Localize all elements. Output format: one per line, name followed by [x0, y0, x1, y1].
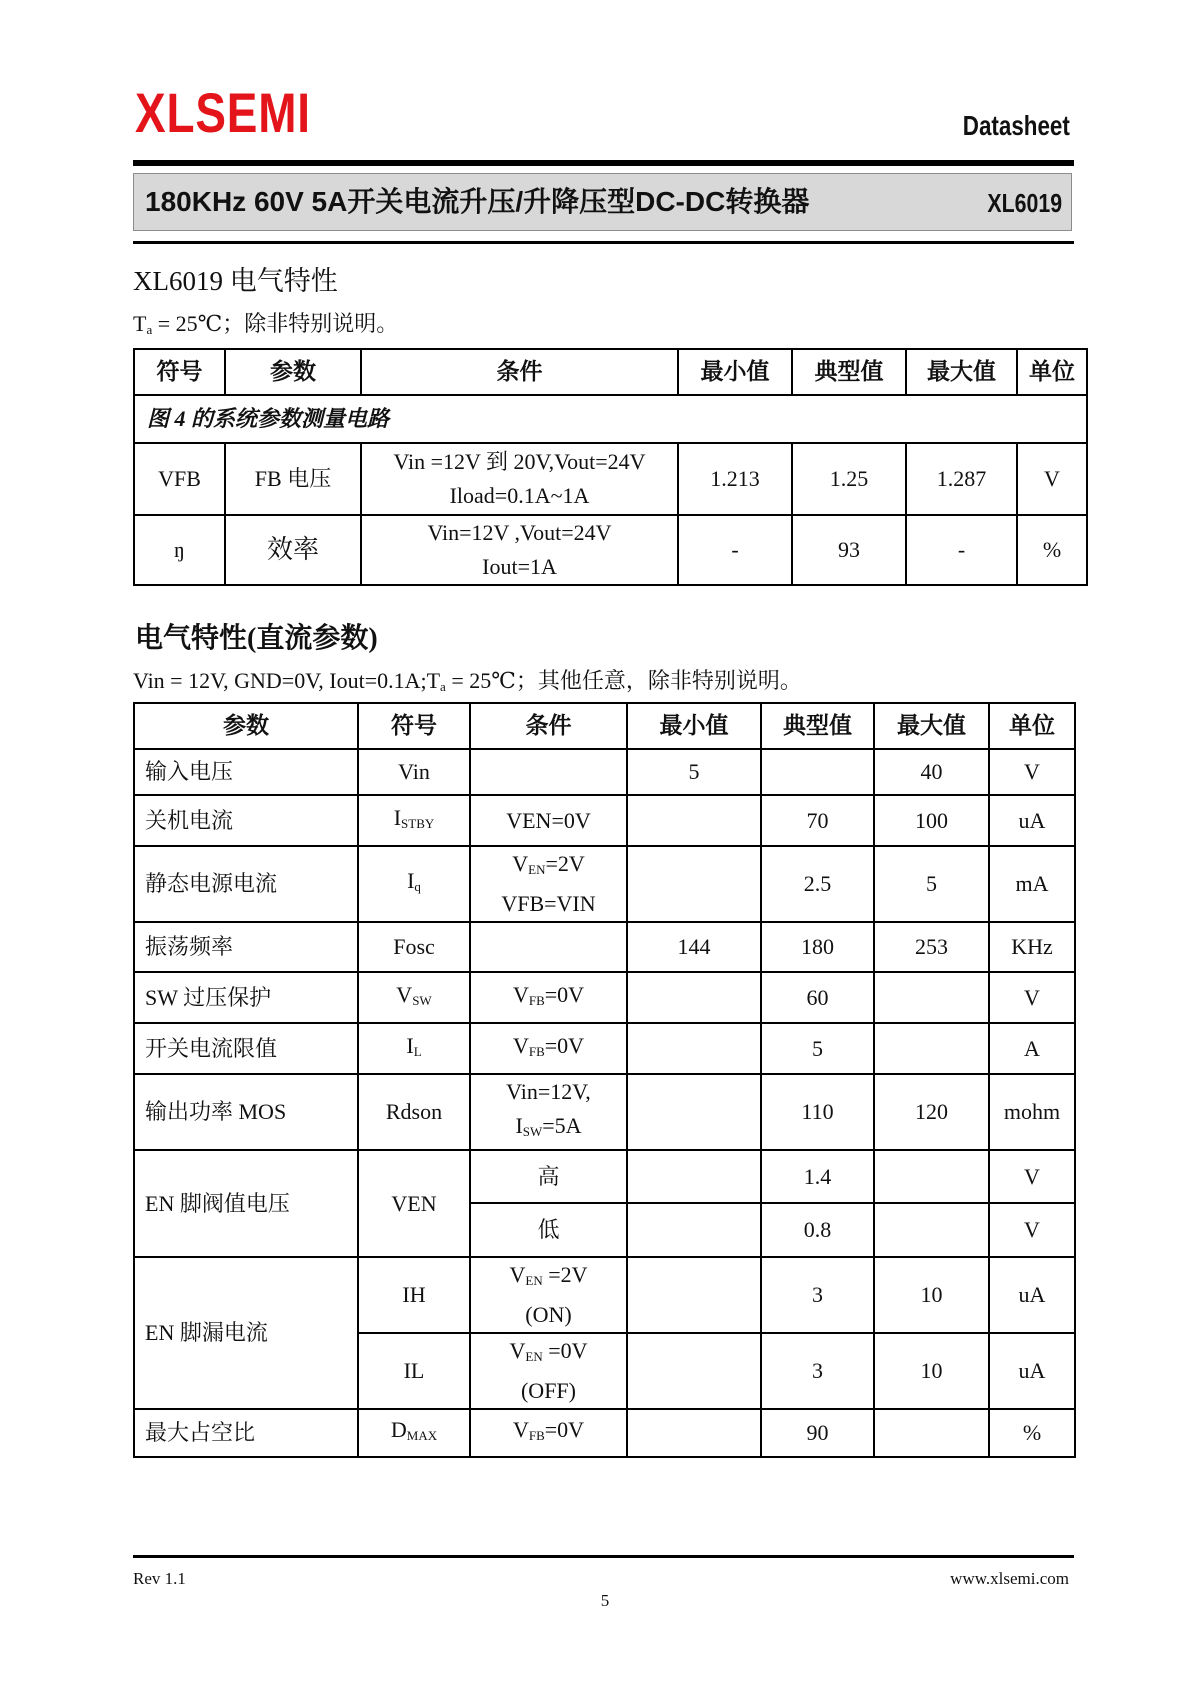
- table-row: [134, 1074, 1075, 1150]
- dc-parameters-table: [133, 702, 1076, 1458]
- cell-min: 1.213: [678, 443, 792, 515]
- cell-typ: 1.4: [761, 1150, 874, 1203]
- cell-min: [627, 795, 761, 846]
- cell-max: 10: [874, 1333, 989, 1409]
- cell-max: [874, 1409, 989, 1457]
- cell-condition: Vin =12V 到 20V,Vout=24V Iload=0.1A~1A: [361, 443, 678, 515]
- cell-min: [627, 972, 761, 1023]
- table-header-row: [134, 349, 1087, 395]
- cell-param: 振荡频率: [134, 922, 358, 972]
- cell-max: 5: [874, 846, 989, 922]
- col-header: 单位: [1017, 349, 1087, 395]
- col-header: 条件: [470, 703, 627, 749]
- table-row: [134, 795, 1075, 846]
- table-row: [134, 846, 1075, 922]
- electrical-characteristics-table: [133, 348, 1088, 586]
- cell-unit: uA: [989, 795, 1075, 846]
- cell-unit: V: [989, 1203, 1075, 1257]
- revision-label: Rev 1.1: [133, 1569, 186, 1588]
- cell-param: EN 脚阀值电压: [134, 1150, 358, 1257]
- cell-condition: 高: [470, 1150, 627, 1203]
- table-row: [134, 1409, 1075, 1457]
- doc-title: 180KHz 60V 5A开关电流升压/升降压型DC-DC转换器: [145, 186, 810, 217]
- table-row: [134, 749, 1075, 795]
- col-header: 参数: [134, 703, 358, 749]
- section1-conditions: $T_a$ = 25℃；除非特别说明。: [133, 311, 399, 337]
- cell-param: 关机电流: [134, 795, 358, 846]
- cell-min: 144: [627, 922, 761, 972]
- cell-min: [627, 1074, 761, 1150]
- col-header: 符号: [134, 349, 225, 395]
- cell-unit: mA: [989, 846, 1075, 922]
- cell-symbol: $I_{STBY}$: [358, 795, 470, 846]
- cell-typ: 2.5: [761, 846, 874, 922]
- cell-max: [874, 1203, 989, 1257]
- cell-param: EN 脚漏电流: [134, 1257, 358, 1409]
- cell-symbol: $I_q$: [358, 846, 470, 922]
- cell-unit: V: [989, 1150, 1075, 1203]
- cell-max: 120: [874, 1074, 989, 1150]
- cell-symbol: VFB: [134, 443, 225, 515]
- cell-symbol: $I_L$: [358, 1023, 470, 1074]
- company-logo: XLSEMI: [135, 81, 311, 144]
- cell-min: [627, 1150, 761, 1203]
- cell-condition: $V_{FB}=0V$: [470, 1409, 627, 1457]
- table-row: [134, 1257, 1075, 1333]
- cell-condition: $V_{EN}=2V$ VFB=VIN: [470, 846, 627, 922]
- cell-symbol: IL: [358, 1333, 470, 1409]
- cell-condition: $V_{EN} =2V$ (ON): [470, 1257, 627, 1333]
- cell-unit: %: [1017, 515, 1087, 585]
- cell-condition: Vin=12V ,Vout=24V Iout=1A: [361, 515, 678, 585]
- cell-unit: V: [989, 972, 1075, 1023]
- cell-unit: V: [989, 749, 1075, 795]
- table-row: [134, 1150, 1075, 1203]
- cell-max: [874, 1023, 989, 1074]
- cell-max: -: [906, 515, 1017, 585]
- cell-condition: Vin=12V, $I_{SW}=5A$: [470, 1074, 627, 1150]
- col-header: 最大值: [874, 703, 989, 749]
- cell-min: [627, 1203, 761, 1257]
- cell-typ: [761, 749, 874, 795]
- col-header: 最小值: [627, 703, 761, 749]
- cell-unit: uA: [989, 1333, 1075, 1409]
- cell-min: [627, 1333, 761, 1409]
- cell-typ: 180: [761, 922, 874, 972]
- col-header: 符号: [358, 703, 470, 749]
- cell-condition: 低: [470, 1203, 627, 1257]
- cell-param: 开关电流限值: [134, 1023, 358, 1074]
- table-caption-row: [134, 395, 1087, 443]
- cell-typ: 70: [761, 795, 874, 846]
- col-header: 最大值: [906, 349, 1017, 395]
- table-row: [134, 922, 1075, 972]
- cell-min: [627, 1023, 761, 1074]
- cell-max: [874, 1150, 989, 1203]
- cell-param: 静态电源电流: [134, 846, 358, 922]
- col-header: 条件: [361, 349, 678, 395]
- cell-min: [627, 1257, 761, 1333]
- cell-max: [874, 972, 989, 1023]
- cell-param: 输入电压: [134, 749, 358, 795]
- doc-type-label: Datasheet: [962, 110, 1070, 141]
- col-header: 单位: [989, 703, 1075, 749]
- section1-title: XL6019 电气特性: [133, 266, 338, 296]
- cell-max: 10: [874, 1257, 989, 1333]
- cell-max: 1.287: [906, 443, 1017, 515]
- cell-typ: 1.25: [792, 443, 906, 515]
- cell-param: 效率: [225, 515, 361, 585]
- cell-condition: VEN=0V: [470, 795, 627, 846]
- cell-typ: 5: [761, 1023, 874, 1074]
- table-row: [134, 1023, 1075, 1074]
- cell-unit: %: [989, 1409, 1075, 1457]
- cell-typ: 3: [761, 1333, 874, 1409]
- table-row: [134, 515, 1087, 585]
- cell-condition: [470, 749, 627, 795]
- table-row: [134, 972, 1075, 1023]
- footer-rule: [133, 1555, 1074, 1558]
- cell-typ: 93: [792, 515, 906, 585]
- cell-unit: A: [989, 1023, 1075, 1074]
- cell-symbol: $V_{SW}$: [358, 972, 470, 1023]
- cell-condition: [470, 922, 627, 972]
- cell-condition: $V_{FB}=0V$: [470, 1023, 627, 1074]
- table-caption: 图 4 的系统参数测量电路: [134, 395, 1087, 443]
- cell-symbol: IH: [358, 1257, 470, 1333]
- header-bottom-rule: [133, 241, 1074, 244]
- cell-min: -: [678, 515, 792, 585]
- cell-symbol: Vin: [358, 749, 470, 795]
- cell-min: [627, 1409, 761, 1457]
- cell-symbol: ŋ: [134, 515, 225, 585]
- col-header: 最小值: [678, 349, 792, 395]
- cell-symbol: $D_{MAX}$: [358, 1409, 470, 1457]
- cell-param: FB 电压: [225, 443, 361, 515]
- cell-param: SW 过压保护: [134, 972, 358, 1023]
- cell-symbol: Rdson: [358, 1074, 470, 1150]
- cell-min: [627, 846, 761, 922]
- cell-typ: 110: [761, 1074, 874, 1150]
- cell-symbol: VEN: [358, 1150, 470, 1257]
- cell-condition: $V_{FB}=0V$: [470, 972, 627, 1023]
- cell-condition: $V_{EN} =0V$ (OFF): [470, 1333, 627, 1409]
- page-number: 5: [600, 1591, 610, 1610]
- cell-unit: mohm: [989, 1074, 1075, 1150]
- col-header: 典型值: [792, 349, 906, 395]
- cell-unit: V: [1017, 443, 1087, 515]
- cell-symbol: Fosc: [358, 922, 470, 972]
- cell-min: 5: [627, 749, 761, 795]
- table-row: [134, 443, 1087, 515]
- cell-typ: 0.8: [761, 1203, 874, 1257]
- table-header-row: [134, 703, 1075, 749]
- header-top-rule: [133, 160, 1074, 166]
- cell-max: 100: [874, 795, 989, 846]
- col-header: 参数: [225, 349, 361, 395]
- cell-unit: KHz: [989, 922, 1075, 972]
- cell-typ: 60: [761, 972, 874, 1023]
- cell-max: 40: [874, 749, 989, 795]
- website-link[interactable]: www.xlsemi.com: [950, 1569, 1069, 1588]
- cell-param: 输出功率 MOS: [134, 1074, 358, 1150]
- cell-typ: 3: [761, 1257, 874, 1333]
- cell-unit: uA: [989, 1257, 1075, 1333]
- col-header: 典型值: [761, 703, 874, 749]
- section2-title: 电气特性(直流参数): [135, 623, 378, 654]
- cell-typ: 90: [761, 1409, 874, 1457]
- section2-conditions: Vin = 12V, GND=0V, $Iout=0.1A;T_a$ = 25℃；其他任意，除非特别说明。: [133, 668, 802, 694]
- cell-param: 最大占空比: [134, 1409, 358, 1457]
- part-number: XL6019: [987, 188, 1062, 218]
- cell-max: 253: [874, 922, 989, 972]
